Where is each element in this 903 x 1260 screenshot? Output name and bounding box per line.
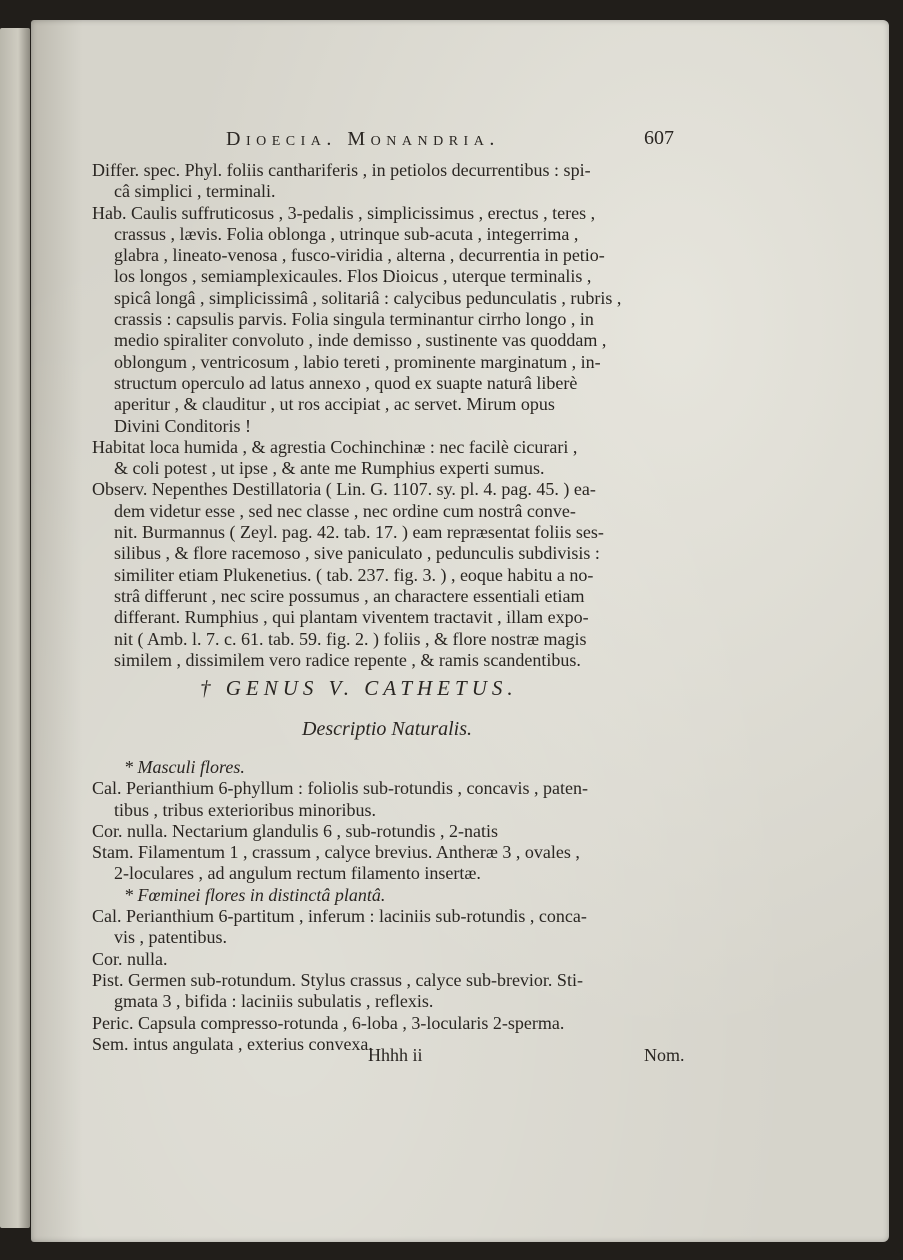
text-line: los longos , semiamplexicaules. Flos Dioicus , uterque terminalis , xyxy=(114,266,592,287)
text-line: dem videtur esse , sed nec classe , nec ordine cum nostrâ conve- xyxy=(114,500,576,521)
text-line: strâ differunt , nec scire possumus , an charactere essentiali etiam xyxy=(114,585,585,606)
text-line: Sem. intus angulata , exterius convexa. xyxy=(92,1033,373,1054)
text-line: Divini Conditoris ! xyxy=(114,415,252,436)
text-line: Observ. Nepenthes Destillatoria ( Lin. G. 1107. sy. pl. 4. pag. 45. ) ea- xyxy=(92,479,596,500)
text-line: Habitat loca humida , & agrestia Cochinchinæ : nec facilè cicurari , xyxy=(92,436,578,457)
text-line: nit ( Amb. l. 7. c. 61. tab. 59. fig. 2. ) foliis , & flore nostræ magis xyxy=(114,628,587,649)
text-line: nit. Burmannus ( Zeyl. pag. 42. tab. 17. ) eam repræsentat foliis ses- xyxy=(114,522,604,543)
text-line: Cor. nulla. xyxy=(92,948,168,969)
description-title: Descriptio Naturalis. xyxy=(302,718,473,740)
text-line: Differ. spec. Phyl. foliis canthariferis , in petiolos decurrentibus : spi- xyxy=(92,160,591,180)
text-line: spicâ longâ , simplicissimâ , solitariâ : calycibus pedunculatis , rubris , xyxy=(114,287,622,308)
text-line: Cal. Perianthium 6-phyllum : foliolis sub-rotundis , concavis , paten- xyxy=(92,778,588,799)
signature-mark: Hhhh ii xyxy=(368,1045,423,1065)
text-line: Pist. Germen sub-rotundum. Stylus crassus , calyce sub-brevior. Sti- xyxy=(92,969,583,990)
text-line: structum operculo ad latus annexo , quod ex suapte naturâ liberè xyxy=(114,372,578,393)
text-line: medio spiraliter convoluto , inde demisso , sustinente vas quoddam , xyxy=(114,330,607,351)
text-line: crassis : capsulis parvis. Folia singula terminantur cirrho longo , in xyxy=(114,309,594,330)
text-line: Cal. Perianthium 6-partitum , inferum : laciniis sub-rotundis , conca- xyxy=(92,906,587,927)
text-line: oblongum , ventricosum , labio tereti , prominente marginatum , in- xyxy=(114,351,601,372)
text-line: aperitur , & clauditur , ut ros accipiat , ac servet. Mirum opus xyxy=(114,394,555,415)
text-line: vis , patentibus. xyxy=(114,927,227,948)
left-page-edge xyxy=(0,28,30,1228)
text-line: similem , dissimilem vero radice repente , & ramis scandentibus. xyxy=(114,649,581,670)
text-line: differant. Rumphius , qui plantam viventem tractavit , illam expo- xyxy=(114,607,589,628)
text-line: Hab. Caulis suffruticosus , 3-pedalis , simplicissimus , erectus , teres , xyxy=(92,202,596,223)
text-line: câ simplici , terminali. xyxy=(114,181,276,202)
text-block-description xyxy=(92,757,712,1055)
text-line: * Fœminei flores in distinctâ plantâ. xyxy=(124,884,386,905)
text-line: 2-loculares , ad angulum rectum filamento insertæ. xyxy=(114,863,481,884)
text-line: similiter etiam Plukenetius. ( tab. 237. fig. 3. ) , eoque habitu a no- xyxy=(114,564,594,585)
text-block-main xyxy=(92,160,712,671)
text-line: crassus , lævis. Folia oblonga , utrinque sub-acuta , integerrima , xyxy=(114,223,579,244)
text-line: & coli potest , ut ipse , & ante me Rumphius experti sumus. xyxy=(114,458,545,479)
running-header: Dioecia. Monandria. xyxy=(226,128,500,150)
text-line: gmata 3 , bifida : laciniis subulatis , reflexis. xyxy=(114,991,434,1012)
text-line: Peric. Capsula compresso-rotunda , 6-loba , 3-locularis 2-sperma. xyxy=(92,1012,565,1033)
text-line: tibus , tribus exterioribus minoribus. xyxy=(114,799,376,820)
text-line: silibus , & flore racemoso , sive paniculato , pedunculis subdivisis : xyxy=(114,543,600,564)
genus-title: † GENUS V. CATHETUS. xyxy=(200,676,518,700)
text-line: glabra , lineato-venosa , fusco-viridia , alterna , decurrentia in petio- xyxy=(114,245,605,266)
text-line: Stam. Filamentum 1 , crassum , calyce brevius. Antheræ 3 , ovales , xyxy=(92,842,580,863)
catchword: Nom. xyxy=(644,1045,685,1065)
text-line: * Masculi flores. xyxy=(124,757,245,777)
text-line: Cor. nulla. Nectarium glandulis 6 , sub-rotundis , 2-natis xyxy=(92,820,498,841)
page-number: 607 xyxy=(644,127,674,149)
